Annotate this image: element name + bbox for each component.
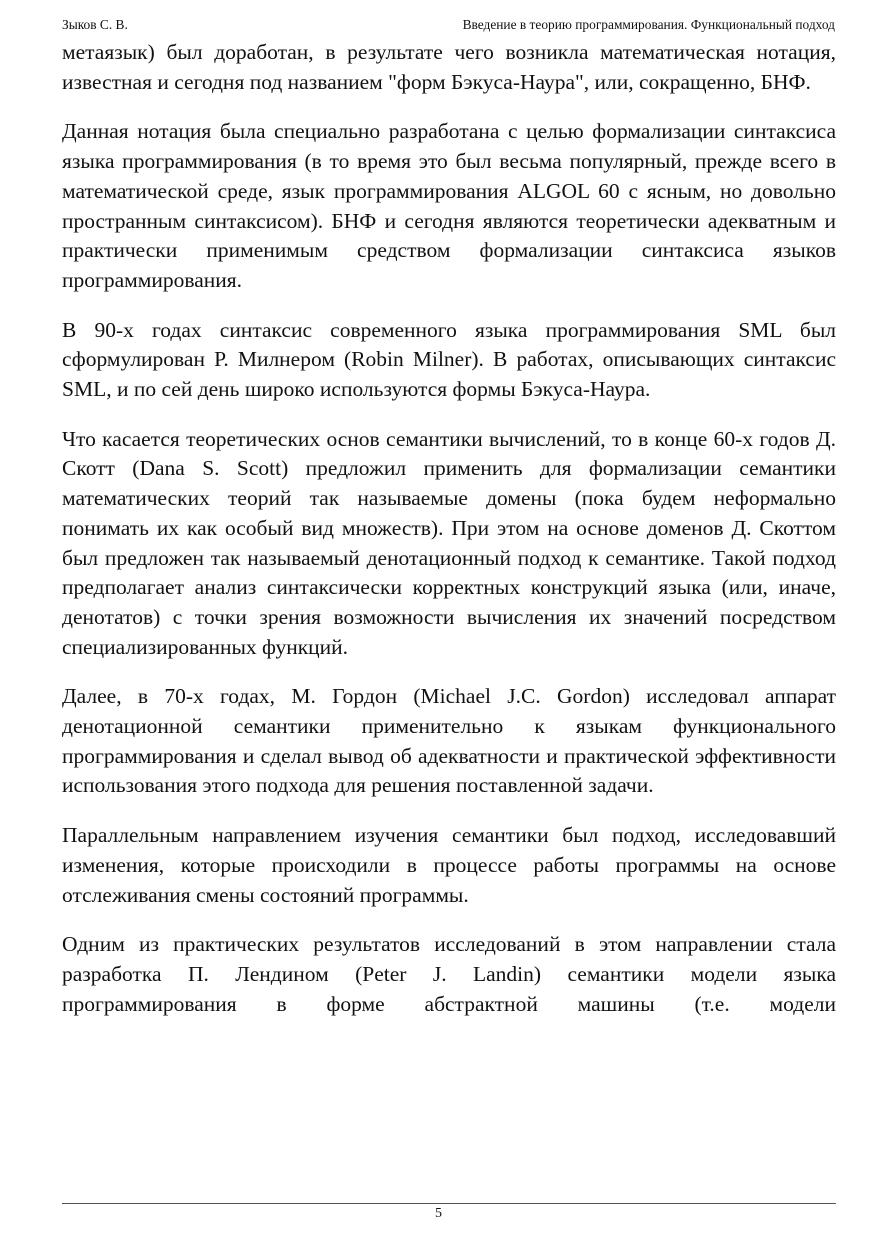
running-header — [62, 16, 835, 34]
paragraph: Далее, в 70-х годах, М. Гордон (Michael J.C. Gordon) исследовал аппарат денотационной семантики применительно к языкам функционального программирования и сделал вывод об адекватности и практической эффективности использования этого подхода для решения поставленной задачи. — [62, 684, 836, 798]
paragraph: Параллельным направлением изучения семантики был подход, исследовавший изменения, которые происходили в процессе работы программы на основе отслеживания смены состояний программы. — [62, 823, 836, 907]
paragraph: метаязык) был доработан, в результате чего возникла математическая нотация, известная и сегодня под названием "форм Бэкуса-Наура", или, сокращенно, БНФ. — [62, 40, 836, 94]
paragraph: Что касается теоретических основ семантики вычислений, то в конце 60-х годов Д. Скотт (Dana S. Scott) предложил применить для формализации семантики математических теорий так называемые домены (пока будем неформально понимать их как особый вид множеств). При этом на основе доменов Д. Скоттом был предложен так называемый денотационный подход к семантике. Такой подход предполагает анализ синтаксически корректных конструкций языка (или, иначе, денотатов) с точки зрения возможности вычисления их значений посредством специализированных функций. — [62, 426, 836, 659]
header-book-title: Введение в теорию программирования. Функциональный подход — [462, 17, 835, 32]
page-number: 5 — [435, 1206, 442, 1221]
body-text — [62, 38, 836, 1039]
header-author: Зыков С. В. — [62, 17, 128, 32]
paragraph: Данная нотация была специально разработана с целью формализации синтаксиса языка программирования (в то время это был весьма популярный, прежде всего в математической среде, язык программирования ALGOL 60 с ясным, но довольно пространным синтаксисом). БНФ и сегодня являются теоретически адекватным и практически применимым средством формализации синтаксиса языков программирования. — [62, 119, 836, 292]
footer-divider — [62, 1203, 836, 1204]
paragraph: Одним из практических результатов исследований в этом направлении стала разработка П. Лендином (Peter J. Landin) семантики модели языка программирования в форме абстрактной машины (т.е. модели — [62, 932, 836, 1016]
paragraph: В 90-х годах синтаксис современного языка программирования SML был сформулирован Р. Милнером (Robin Milner). В работах, описывающих синтаксис SML, и по сей день широко используются формы Бэкуса-Наура. — [62, 317, 836, 402]
